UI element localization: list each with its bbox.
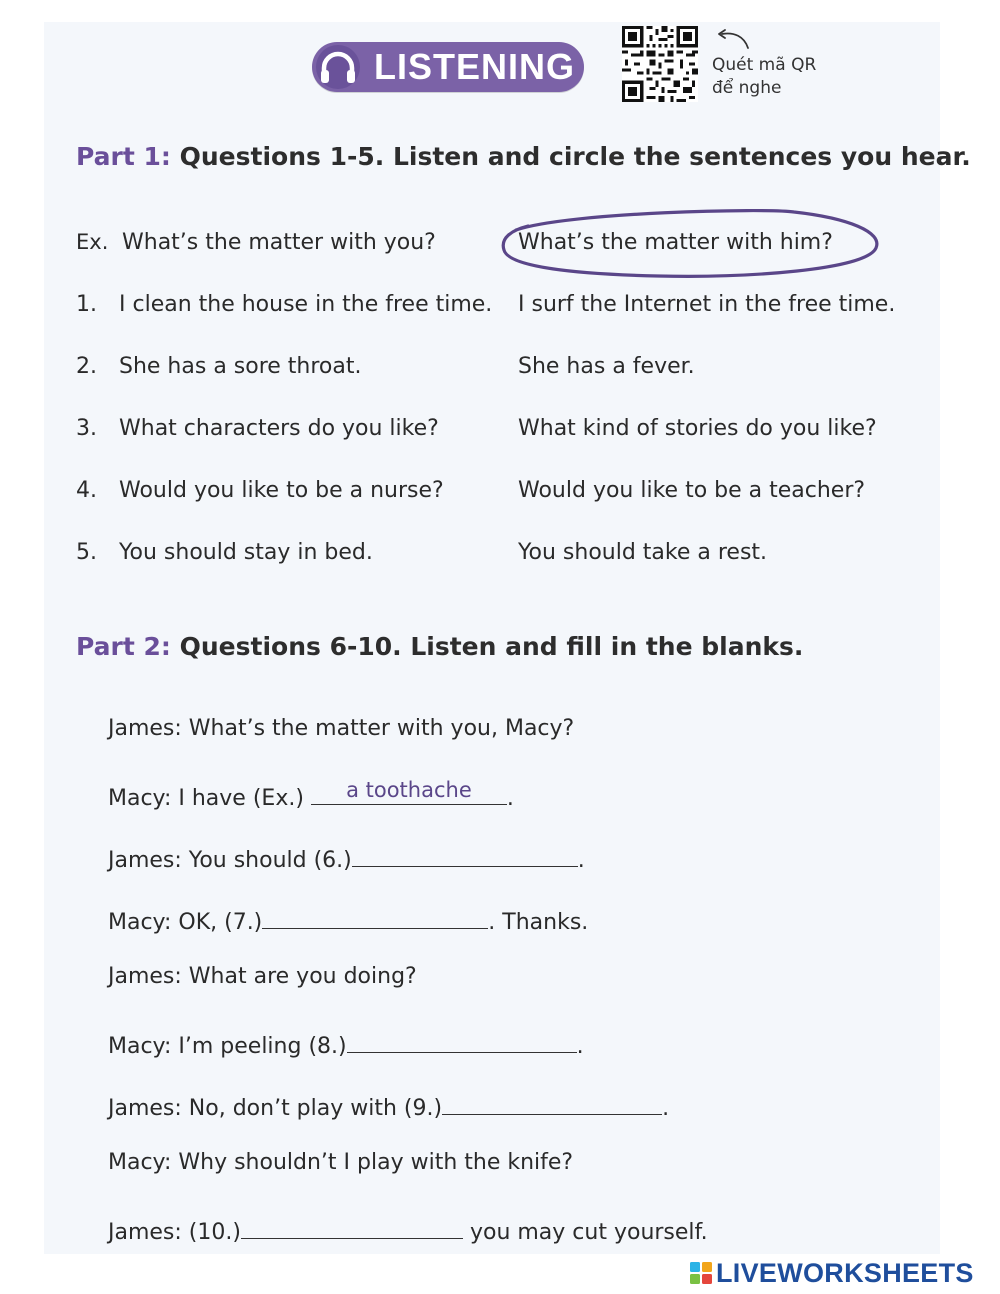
dialogue-text: James: What are you doing?	[108, 964, 417, 989]
dialogue-text: James: You should (6.)	[108, 848, 352, 873]
curved-arrow-icon	[712, 28, 752, 50]
question-row-2	[76, 354, 916, 388]
option-a[interactable]: What characters do you like?	[119, 416, 439, 441]
dialogue-text-end: .	[506, 786, 514, 811]
question-row-1	[76, 292, 916, 326]
option-b[interactable]: Would you like to be a teacher?	[518, 478, 866, 503]
answer-blank-9[interactable]	[442, 1088, 662, 1115]
qr-caption-line-1: Quét mã QR	[712, 55, 817, 75]
dialogue-text-end: . Thanks.	[488, 910, 589, 935]
part1-label: Part 1:	[76, 142, 171, 171]
question-row-4	[76, 478, 916, 512]
dialogue-text: Macy: Why shouldn’t I play with the knife?	[108, 1150, 574, 1175]
listening-banner	[312, 42, 584, 92]
dialogue-line	[108, 964, 417, 998]
part2-instructions: Questions 6-10. Listen and fill in the blanks.	[179, 632, 804, 661]
dialogue-line-q6	[108, 840, 585, 874]
answer-blank-6[interactable]	[352, 840, 578, 867]
dialogue-text: Macy: I’m peeling (8.)	[108, 1034, 347, 1059]
dialogue-text: James: What’s the matter with you, Macy?	[108, 716, 575, 741]
headphones-icon	[314, 44, 362, 90]
dialogue-line-q10	[108, 1212, 708, 1246]
part2-label: Part 2:	[76, 632, 171, 661]
answer-blank-8[interactable]	[347, 1026, 577, 1053]
option-b[interactable]: I surf the Internet in the free time.	[518, 292, 896, 317]
dialogue-line-q7	[108, 902, 588, 936]
part1-instructions: Questions 1-5. Listen and circle the sentences you hear.	[179, 142, 971, 171]
part2-heading	[76, 632, 803, 661]
dialogue-text-end: .	[577, 848, 585, 873]
answer-blank-10[interactable]	[241, 1212, 463, 1239]
part1-heading	[76, 142, 971, 171]
example-answer: a toothache	[346, 778, 472, 802]
option-b[interactable]: She has a fever.	[518, 354, 695, 379]
question-number: 4.	[76, 478, 97, 503]
dialogue-line-q9	[108, 1088, 669, 1122]
question-number: 3.	[76, 416, 97, 441]
option-a[interactable]: What’s the matter with you?	[122, 230, 436, 255]
dialogue-line-q8	[108, 1026, 584, 1060]
question-number: 1.	[76, 292, 97, 317]
dialogue-line	[108, 716, 574, 750]
question-number: 2.	[76, 354, 97, 379]
dialogue-text: Macy: OK, (7.)	[108, 910, 263, 935]
option-b[interactable]: What kind of stories do you like?	[518, 416, 877, 441]
dialogue-text-end: .	[662, 1096, 670, 1121]
section-title: LISTENING	[374, 46, 576, 87]
answer-blank-example	[311, 778, 507, 805]
option-a[interactable]: You should stay in bed.	[119, 540, 373, 565]
qr-code[interactable]	[622, 26, 698, 102]
dialogue-line-example	[108, 778, 514, 812]
option-b[interactable]: What’s the matter with him?	[518, 230, 833, 255]
liveworksheets-logo[interactable]	[690, 1258, 974, 1288]
option-b[interactable]: You should take a rest.	[518, 540, 768, 565]
qr-caption	[712, 54, 832, 100]
dialogue-text: James: No, don’t play with (9.)	[108, 1096, 443, 1121]
liveworksheets-logo-icon	[690, 1262, 712, 1284]
question-row-3	[76, 416, 916, 450]
brand-name: LIVEWORKSHEETS	[716, 1257, 974, 1288]
question-number: Ex.	[76, 230, 109, 254]
dialogue-text-end: .	[576, 1034, 584, 1059]
dialogue-text: James: (10.)	[108, 1220, 241, 1245]
option-a[interactable]: I clean the house in the free time.	[119, 292, 493, 317]
question-row-example	[76, 230, 916, 264]
option-a[interactable]: Would you like to be a nurse?	[119, 478, 444, 503]
dialogue-text: Macy: I have (Ex.)	[108, 786, 311, 811]
qr-caption-line-2: để nghe	[712, 78, 782, 98]
question-row-5	[76, 540, 916, 574]
question-number: 5.	[76, 540, 97, 565]
answer-blank-7[interactable]	[262, 902, 488, 929]
option-a[interactable]: She has a sore throat.	[119, 354, 362, 379]
dialogue-text-end: you may cut yourself.	[462, 1220, 708, 1245]
dialogue-line	[108, 1150, 573, 1184]
